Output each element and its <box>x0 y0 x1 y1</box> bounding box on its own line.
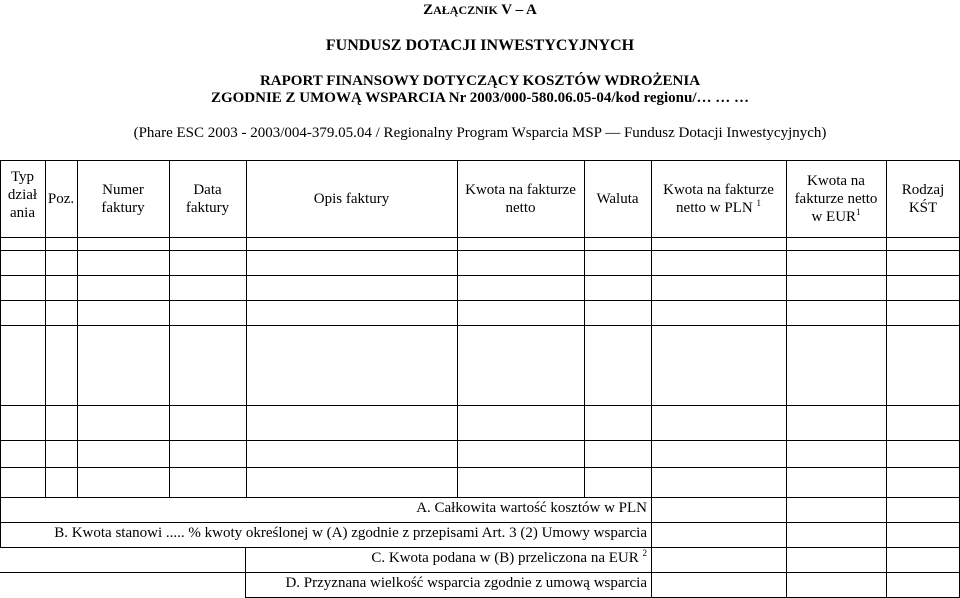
fund-title: FUNDUSZ DOTACJI INWESTYCYJNYCH <box>325 37 635 54</box>
col-header-position: Poz. <box>47 190 75 207</box>
col-header-invoice-number: Numer faktury <box>101 181 145 216</box>
col-header-net-amount-pln: Kwota na fakturze netto w PLN $^1$ <box>663 181 774 216</box>
annex-title: ZAŁĄCZNIK V – A <box>423 2 537 18</box>
programme-subtitle: (Phare ESC 2003 - 2003/004-379.05.04 / Regionalny Program Wsparcia MSP — Fundusz Dotacji Inwestycyjnych) <box>133 125 827 141</box>
summary-line-d: D. Przyznana wielkość wsparcia zgodnie z umową wsparcia <box>285 575 647 591</box>
col-header-invoice-date: Data faktury <box>185 181 230 216</box>
col-header-currency: Waluta <box>596 190 639 207</box>
summary-line-a: A. Całkowita wartość kosztów w PLN <box>416 500 647 516</box>
summary-line-b: B. Kwota stanowi ..... % kwoty określonej w (A) zgodnie z przepisami Art. 3 (2) Umowy wsparcia <box>54 525 647 541</box>
summary-line-c: C. Kwota podana w (B) przeliczona na EUR $^2$ <box>371 548 647 566</box>
col-header-net-amount-eur: Kwota na fakturze netto w EUR$^1$ <box>794 172 878 225</box>
col-header-description: Opis faktury <box>313 190 390 207</box>
report-title-line2: ZGODNIE Z UMOWĄ WSPARCIA Nr 2003/000-580.06.05-04/kod regionu/… … … <box>210 90 750 106</box>
report-title-line1: RAPORT FINANSOWY DOTYCZĄCY KOSZTÓW WDROŻENIA <box>259 73 701 89</box>
col-header-type: Typ dział ania <box>7 169 38 221</box>
col-header-kst-type: Rodzaj KŚT <box>901 181 945 216</box>
col-header-net-amount: Kwota na fakturze netto <box>465 181 576 216</box>
